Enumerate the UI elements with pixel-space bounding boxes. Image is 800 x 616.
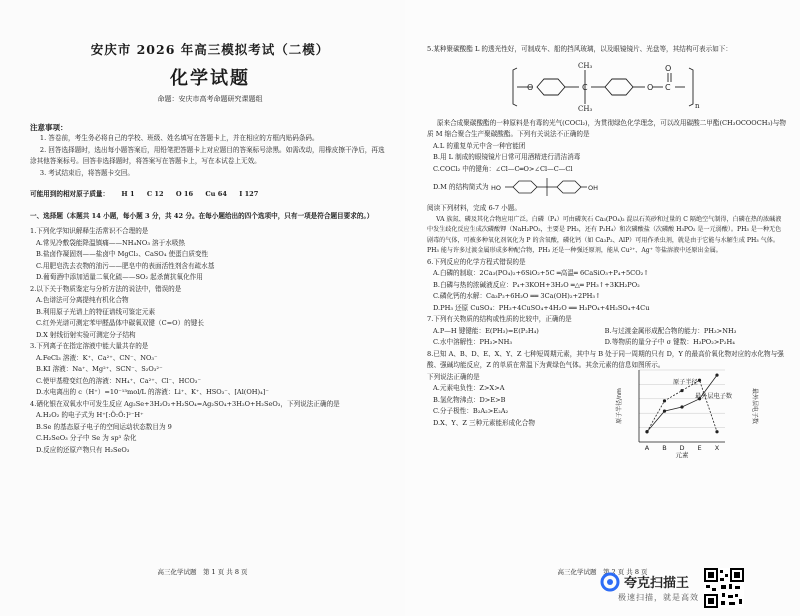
data-point [715, 373, 718, 376]
question-6: 6.下列反应的化学方程式错误的是 [427, 257, 526, 266]
note-1: 1. 答卷前，考生务必将自己的学校、班级、姓名填写在答题卡上，并在相应的方框内贴码条码。 [39, 134, 319, 142]
element-chart [613, 362, 763, 462]
x-tick-label: X [714, 443, 720, 452]
question-2: 2.以下关于物质鉴定与分析方法的说法中，错误的是 [30, 284, 182, 293]
q3-option-d: D.水电离出的 c（H⁺）=10⁻¹³mol/L 的溶液：Li⁺、K⁺、HSO₃⁻、[Al(OH)₄]⁻ [36, 388, 269, 396]
x-tick-label: B [662, 443, 667, 452]
data-point [663, 399, 666, 402]
data-point [680, 405, 683, 408]
q6-option-d: D.PH₃ 还原 CuSO₄：PH₃+4CuSO₄+4H₂O ══ H₃PO₄+4H₂SO₄+4Cu [433, 303, 650, 312]
svg-text:C: C [582, 82, 588, 92]
q7-option-c: C.水中溶解性：PH₃>NH₃ [433, 338, 512, 346]
data-point [698, 378, 701, 381]
x-axis-label: 元素 [675, 450, 689, 458]
setter: 命题：安庆市高考命题研究课题组 [157, 95, 263, 103]
scanner-watermark [600, 566, 790, 612]
q8-option-d: D.X、Y、Z 三种元素能形成化合物 [433, 418, 535, 427]
series-label-1: 原子半径 [673, 378, 698, 386]
qr-code-icon [704, 568, 744, 608]
q4-option-c: C.H₂SeO₃ 分子中 Se 为 sp³ 杂化 [36, 434, 137, 442]
question-8: 8.已知 A、B、D、E、X、Y、Z 七种短周期元素，其中与 B 处于同一周期的只有 D，Y 的最高价氧化物对应的水化物与强酸、强碱均能反应，Z 的单质在常温下为黄绿色气体。其余元素的信息如图所示。 [427, 349, 784, 369]
y-axis-label: 原子半径/nm [616, 387, 623, 424]
q8-prompt: 下列说法正确的是 [427, 372, 480, 381]
q3-option-a: A.FeCl₃ 溶液：K⁺、Ca²⁺、CN⁻、NO₃⁻ [36, 353, 158, 362]
section-heading: 一、选择题（本题共 14 小题，每小题 3 分，共 42 分。在每小题给出的四个选项中，只有一项是符合题目要求的。） [30, 211, 374, 220]
q5-option-c: C.COCl₂ 中的键角：∠Cl—C═O>∠Cl—C—Cl [433, 164, 573, 173]
notes-heading: 注意事项： [30, 123, 68, 132]
question-5: 5.某种聚碳酸酯 L 的透光性好，可制成车、船的挡风玻璃，以及眼镜镜片、光盘等，其结构可表示如下： [427, 45, 732, 53]
question-4: 4.硒化银在双氧水中可发生反应 Ag₂Se+3H₂O₂+H₂SO₄=Ag₂SO₄+3H₂O+H₂SeO₃，下列说法正确的是 [30, 399, 340, 408]
methyl-label-bottom: CH₃ [578, 104, 593, 112]
question-3: 3.下列离子在指定溶液中能大量共存的是 [30, 342, 149, 350]
reading-material: VA 族氮、磷及其化合物应用广泛。白磷（P₄）可由磷灰石 Ca₃(PO₄)₂ 混以石英砂和过量的 C 隔绝空气制得，白磷在热的浓碱液中发生歧化反应生成次磷酸钾（NaH₂PO₂，主要是 PH₃，还有 P₂H₄）和次磷酸盐（次磷酸 H₃PO₂ 是一元弱酸）。PH₃ 是一种无色剧毒的气体，可被多种氧化剂氧化为 P 的含氧酸，磷化钙（如 Ca₃P₂、AlP）可用作杀虫剂，就是由于它能与水解生成 PH₃ 气体。PH₃ 能与许多过渡金属形成多种配合物，PH₃ 还是一种强还原剂，能从 Cu²⁺、Ag⁺ 等盐溶液中还原出金属。 [427, 215, 782, 254]
question-7: 7.下列有关物质的结构或性质的比较中，正确的是 [427, 315, 572, 323]
q5-text: 原来合成聚碳酸酯的一种原料是有毒的光气(COCl₂)，为贯彻绿色化学理念，可以改用碳酸二甲酯(CH₃OCOOCH₃)与物质 M 缩合聚合生产聚碳酸酯。下列有关说法不正确的是 [427, 118, 786, 138]
q6-option-a: A.白磷的制取：2Ca₃(PO₄)₂+6SiO₂+5C ═高温═ 6CaSiO₃+P₄+5CO₂↑ [433, 269, 649, 277]
q5-option-a: A.L 的重复单元中含一种官能团 [433, 141, 526, 150]
svg-text:O: O [647, 82, 654, 92]
q2-option-a: A.色谱法可分离提纯有机化合物 [36, 296, 129, 304]
data-point [663, 409, 666, 412]
q2-option-c: C.红外光谱可测定苯甲醛晶体中碳氧双键（C=O）的键长 [36, 319, 204, 327]
data-point [645, 430, 648, 433]
methyl-label-top: CH₃ [578, 61, 593, 70]
q8-option-a: A.元素电负性：Z>X>A [433, 384, 505, 392]
scanner-slogan: 极速扫描，就是高效 [618, 593, 699, 602]
x-tick-label: A [644, 443, 650, 452]
svg-text:O: O [527, 82, 534, 92]
x-tick-label: D [679, 443, 685, 452]
svg-text:O: O [665, 63, 672, 73]
q7-option-a: A.P—H 键键能：E(PH₃)=E(P₂H₄) [433, 326, 539, 335]
atomic-masses: 可能用到的相对原子质量： H 1 C 12 O 16 Cu 64 I 127 [30, 190, 259, 198]
q2-option-b: B.利用原子光谱上的特征谱线可鉴定元素 [36, 307, 156, 316]
q4-option-b: B.Se 的基态原子电子的空间运动状态数目为 9 [36, 422, 172, 431]
page-2 [405, 0, 800, 616]
q5-option-b: B.用 L 制成的眼镜镜片日常可用酒精进行清洁消毒 [433, 153, 581, 161]
q1-option-d: D.葡萄酒中添加适量二氧化硫——SO₂ 起杀菌抗氧化作用 [36, 273, 203, 281]
series-label-2: 最外层电子数 [695, 392, 733, 400]
repeat-subscript: n [695, 101, 700, 110]
exam-title: 安庆市 2026 年高三模拟考试（二模） [90, 42, 330, 57]
q6-option-c: C.磷化钙的水解：Ca₃P₂+6H₂O ══ 3Ca(OH)₂+2PH₃↑ [433, 292, 601, 300]
note-3: 3. 考试结束后，将答题卡交回。 [39, 168, 134, 177]
data-point [680, 388, 683, 391]
polycarbonate-structure [427, 60, 787, 112]
q8-option-c: C.分子极性：B₂A₂>E₂A₂ [433, 407, 509, 415]
svg-text:C: C [665, 82, 671, 92]
q4-option-a: A.H₂O₂ 的电子式为 H⁺[:Ö:Ö:]²⁻H⁺ [36, 411, 144, 419]
y-axis-label-right: 最外层电子数 [751, 387, 758, 424]
reading-intro: 阅读下列材料，完成 6-7 小题。 [427, 204, 521, 212]
q7-option-b: B.与过渡金属形成配合物的能力：PH₃>NH₃ [604, 326, 737, 335]
q7-option-d: D.等物质的量分子中 σ 键数：H₃PO₂>P₂H₄ [604, 338, 735, 346]
bisphenol-structure [491, 175, 601, 199]
question-1: 1.下列化学知识解释生活常识不合理的是 [30, 227, 149, 235]
q7-options [427, 326, 787, 349]
q3-option-b: B.KI 溶液：Na⁺、Mg²⁺、SCN⁻、S₂O₃²⁻ [36, 365, 163, 373]
q8-option-b: B.氢化物沸点：D>E>B [433, 395, 506, 404]
polycarbonate-structure-svg [427, 60, 787, 112]
page-footer: 高三化学试题 第 1 页 共 8 页 [157, 568, 248, 576]
q6-option-b: B.白磷与热的浓碱液反应：P₄+3KOH+3H₂O ═△═ PH₃↑+3KH₂PO₂ [433, 280, 640, 289]
q2-option-d: D.X 射线衍射实验可测定分子结构 [36, 330, 136, 339]
q3-option-c: C.使甲基橙变红色的溶液：NH₄⁺、Ca²⁺、Cl⁻、HCO₃⁻ [36, 376, 201, 385]
scanner-logo-icon [600, 572, 620, 592]
q1-option-a: A.常见冷敷袋能降温镇痛——NH₄NO₃ 溶于水吸热 [36, 238, 186, 247]
note-2: 2. 回答选择题时，选出每小题答案后，用铅笔把答题卡上对应题目的答案标号涂黑。如需改动，用橡皮擦干净后，再选涂其他答案标号。回答非选择题时，将答案写在答题卡上，写在本试卷上无效。 [30, 145, 385, 165]
q1-option-c: C.用肥皂洗去衣物的油污——肥皂中的表面活性剂含有疏水基 [36, 261, 215, 270]
element-chart-svg [613, 362, 763, 458]
q8-block [427, 372, 787, 458]
scanner-brand: 夸克扫描王 [624, 576, 690, 591]
q4-option-d: D.反应的还原产物只有 H₂SeO₃ [36, 445, 130, 454]
svg-text:HO: HO [490, 184, 501, 192]
q5-option-d: D.M 的结构简式为 HO OH [427, 175, 787, 199]
x-tick-label: E [697, 443, 702, 452]
subject-title: 化学试题 [170, 68, 250, 89]
data-point [715, 430, 718, 433]
svg-text:OH: OH [587, 184, 598, 192]
page-footer: 高三化学试题 第 2 页 共 8 页 [557, 568, 648, 576]
q1-option-b: B.盐卤作凝固剂——盐卤中 MgCl₂、CaSO₄ 使蛋白质变性 [36, 250, 209, 258]
